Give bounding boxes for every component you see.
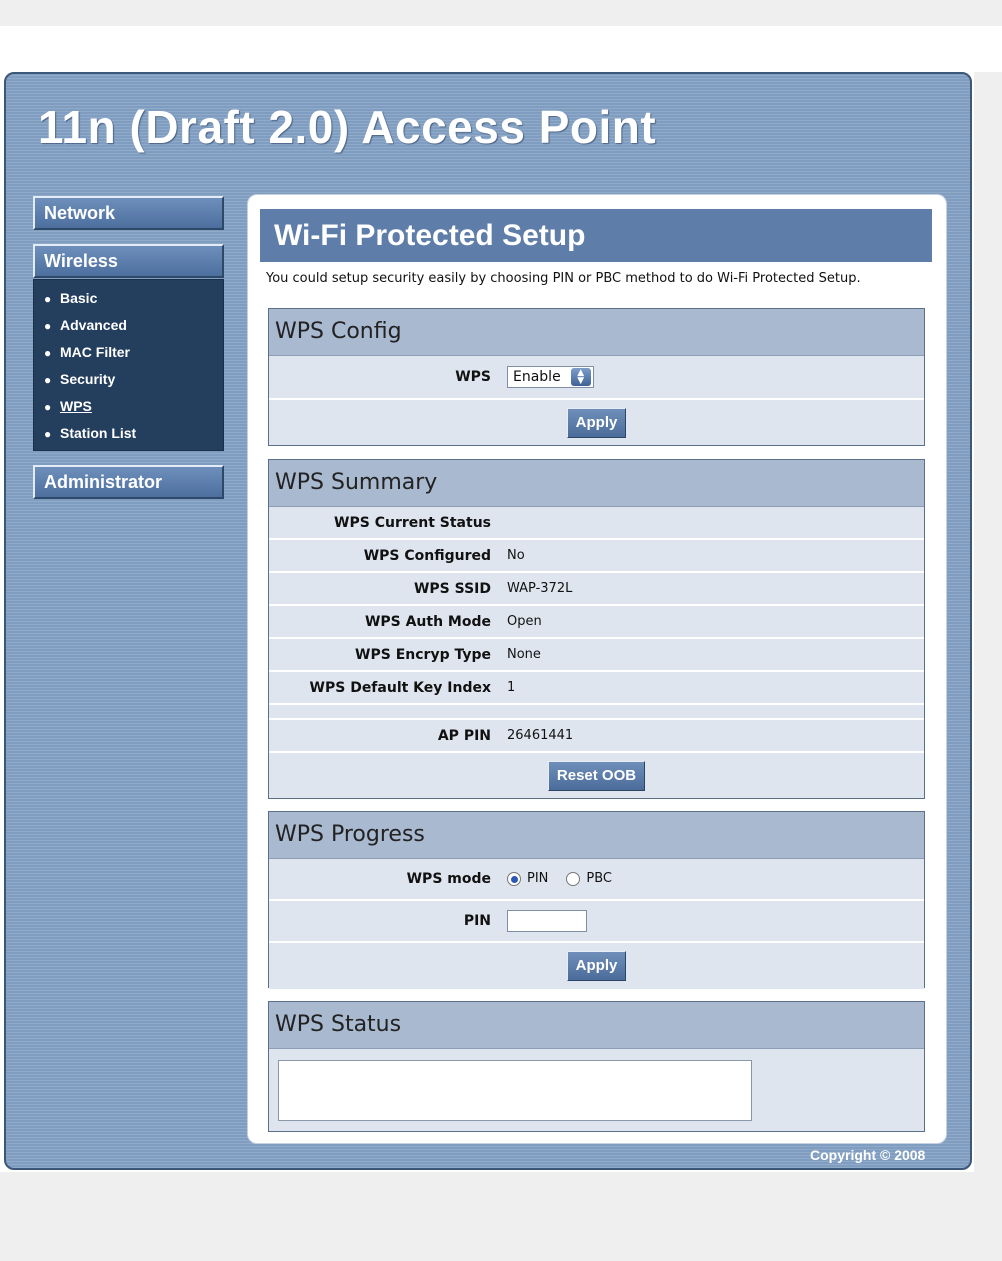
wps-value-cell [499, 366, 924, 388]
wps-select[interactable] [507, 366, 594, 388]
submenu-item-advanced[interactable] [44, 313, 223, 340]
submenu-item-security[interactable] [44, 367, 223, 394]
main-content [247, 194, 947, 1144]
bullet-icon: ● [44, 427, 52, 441]
progress-button-row [269, 943, 924, 989]
select-arrows-icon: ▲ ▼ [571, 368, 591, 386]
pin-input[interactable] [507, 910, 587, 932]
bullet-icon: ● [44, 346, 52, 360]
submenu-item-basic[interactable] [44, 286, 223, 313]
browser-top-bar [0, 0, 1002, 26]
summary-value: 26461441 [507, 727, 574, 743]
summary-label: WPS Current Status [334, 514, 491, 531]
panel-heading: WPS Summary [269, 460, 924, 507]
bottom-margin [0, 1172, 1002, 1261]
summary-label: WPS SSID [413, 580, 491, 597]
panel-heading: WPS Config [269, 309, 924, 356]
summary-row [269, 672, 924, 705]
pin-row [269, 901, 924, 943]
wireless-submenu [33, 279, 224, 451]
wps-mode-row [269, 859, 924, 901]
progress-apply-button[interactable]: Apply [567, 951, 627, 981]
summary-row [269, 639, 924, 672]
submenu-label: MAC Filter [60, 344, 130, 360]
summary-value: No [507, 547, 525, 563]
summary-label: WPS Encryp Type [355, 646, 491, 663]
summary-row [269, 540, 924, 573]
submenu-item-wps[interactable] [44, 394, 223, 421]
pin-value-cell [499, 910, 924, 932]
summary-value: 1 [507, 679, 516, 695]
nav-network[interactable]: Network [33, 196, 224, 230]
summary-label: AP PIN [437, 727, 491, 744]
radio-pbc[interactable] [566, 872, 580, 886]
pin-label: PIN [463, 913, 491, 929]
page-description: You could setup security easily by choosing PIN or PBC method to do Wi-Fi Protected Setup. [266, 271, 861, 286]
summary-row [269, 507, 924, 540]
bullet-icon: ● [44, 292, 52, 306]
summary-row-spacer [269, 705, 924, 720]
app-title: 11n (Draft 2.0) Access Point [38, 101, 657, 153]
submenu-item-station-list[interactable] [44, 421, 223, 448]
bullet-icon: ● [44, 400, 52, 414]
wps-progress-panel [268, 811, 925, 988]
radio-pbc-label: PBC [586, 871, 613, 886]
wps-summary-panel [268, 459, 925, 799]
submenu-label: Security [60, 371, 116, 387]
wps-mode-label: WPS mode [406, 871, 491, 887]
summary-value: WAP-372L [507, 580, 573, 596]
nav-wireless[interactable]: Wireless [33, 244, 224, 278]
wps-status-textbox[interactable] [278, 1060, 752, 1121]
wps-label: WPS [455, 369, 491, 385]
panel-heading: WPS Status [269, 1002, 924, 1049]
submenu-label: Basic [60, 290, 98, 306]
submenu-label: WPS [60, 398, 92, 414]
right-margin [974, 72, 1002, 1172]
wps-select-value: Enable [513, 369, 561, 385]
copyright-text: Copyright © 2008 [810, 1147, 926, 1163]
reset-oob-button[interactable]: Reset OOB [548, 761, 645, 791]
router-frame [4, 72, 972, 1170]
submenu-item-mac-filter[interactable] [44, 340, 223, 367]
summary-row [269, 606, 924, 639]
summary-label: WPS Auth Mode [364, 613, 491, 630]
radio-pin-label: PIN [527, 871, 549, 886]
summary-label: WPS Configured [363, 547, 491, 564]
config-button-row [269, 400, 924, 445]
wps-row [269, 356, 924, 400]
config-apply-button[interactable]: Apply [567, 408, 627, 438]
page-title: Wi-Fi Protected Setup [260, 209, 932, 262]
wps-status-panel [268, 1001, 925, 1132]
wps-config-panel [268, 308, 925, 446]
summary-row [269, 720, 924, 753]
bullet-icon: ● [44, 373, 52, 387]
summary-row [269, 573, 924, 606]
submenu-label: Station List [60, 425, 137, 441]
summary-value: None [507, 646, 541, 662]
nav-administrator[interactable]: Administrator [33, 465, 224, 499]
wps-mode-options [499, 870, 924, 888]
radio-pin[interactable] [507, 872, 521, 886]
bullet-icon: ● [44, 319, 52, 333]
panel-heading: WPS Progress [269, 812, 924, 859]
summary-label: WPS Default Key Index [309, 679, 491, 696]
summary-value: Open [507, 613, 542, 629]
submenu-label: Advanced [60, 317, 127, 333]
summary-button-row [269, 753, 924, 798]
